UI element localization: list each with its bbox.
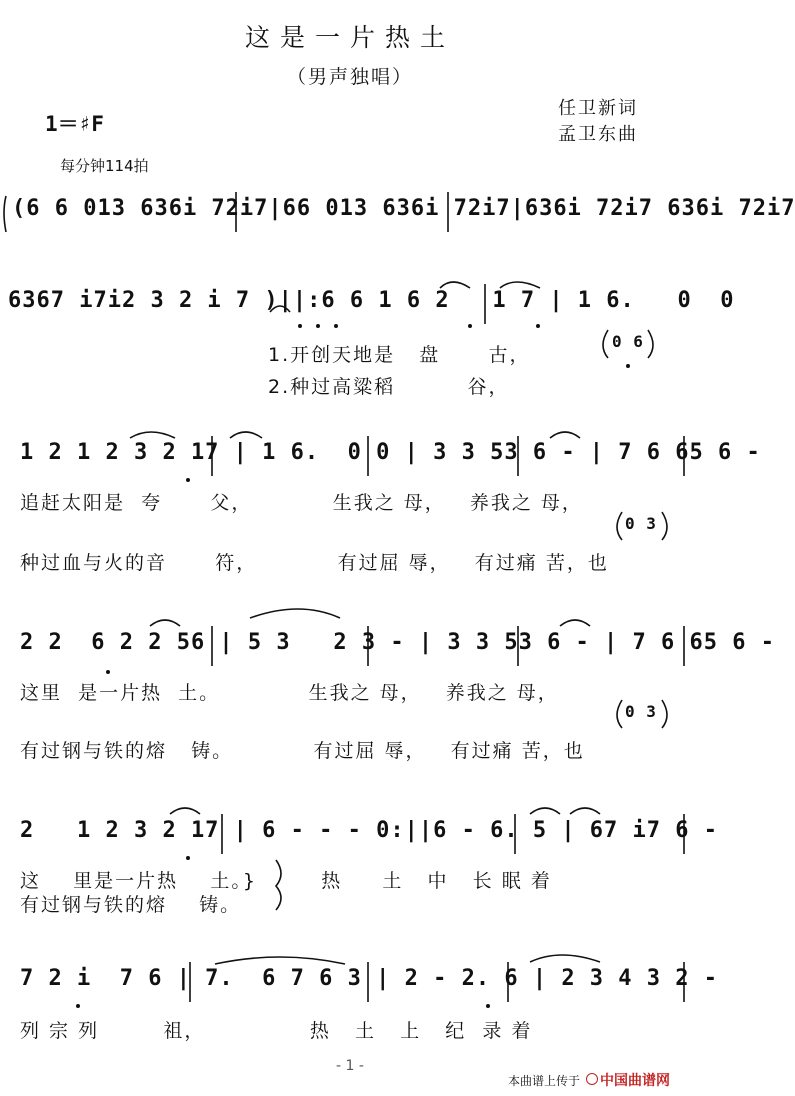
lyric-row-4-verse-1: 这里 是一片热 土。 生我之 母， 养我之 母， (20, 682, 559, 704)
bracket-note-row-4: 0 3 (625, 702, 657, 721)
music-row-5: 2 1 2 3 2 17 | 6 - - - 0:||6 - 6. 5 | 67 i7 6 - (20, 818, 719, 843)
song-subtitle: （男声独唱） (286, 66, 413, 88)
music-row-1: (6 6 013 636i 72i7|66 013 636i 72i7|636i 72i7 636i 72i7 (12, 196, 795, 221)
bracket-note-row-3: 0 3 (625, 514, 657, 533)
composer-credit: 孟卫东曲 (558, 124, 638, 145)
lyric-row-6-verse-1: 列 宗 列 祖， 热 土 上 纪 录 着 (20, 1020, 533, 1042)
lyric-row-3-verse-2: 种过血与火的音 符， 有过屈 辱， 有过痛 苦，也 (20, 552, 609, 574)
upload-note: 本曲谱上传于 (508, 1074, 581, 1088)
lyricist-credit: 任卫新词 (558, 98, 638, 119)
music-row-4: 2 2 6 2 2 56 | 5 3 2 3 - | 3 3 53 6 - | 7 6 65 6 - (20, 630, 775, 655)
lyric-row-2-verse-1: 1.开创天地是 盘 古， (268, 344, 531, 366)
bracket-note-row-2: 0 6 (612, 332, 644, 351)
tempo-marking: 每分钟114拍 (60, 157, 149, 175)
key-signature: 1＝♯F (45, 112, 104, 136)
lyric-row-3-verse-1: 追赶太阳是 夸 父， 生我之 母， 养我之 母， (20, 492, 583, 514)
site-name[interactable]: 中国曲谱网 (600, 1073, 670, 1089)
lyric-row-5-verse-2: 有过钢与铁的熔 铸。 (20, 894, 242, 916)
music-row-3: 1 2 1 2 3 2 17 | 1 6. 0 0 | 3 3 53 6 - | 7 6 65 6 - (20, 440, 761, 465)
lyric-row-5-verse-1: 这 里是一片热 土。} 热 土 中 长 眠 着 (20, 870, 552, 892)
page-number: - 1 - (336, 1058, 364, 1074)
music-row-2: 6367 i7i2 3 2 i 7 )||:6 6 1 6 2 1 7 | 1 6. 0 0 (8, 288, 735, 313)
music-row-6: 7 2 i 7 6 | 7. 6 7 6 3 | 2 - 2. 6 | 2 3 4 3 2 - (20, 966, 719, 991)
lyric-row-2-verse-2: 2.种过高粱稻 谷， (268, 376, 510, 398)
lyric-row-4-verse-2: 有过钢与铁的熔 铸。 有过屈 辱， 有过痛 苦，也 (20, 740, 585, 762)
site-logo-icon (586, 1073, 598, 1085)
song-title: 这是一片热土 (244, 23, 455, 52)
